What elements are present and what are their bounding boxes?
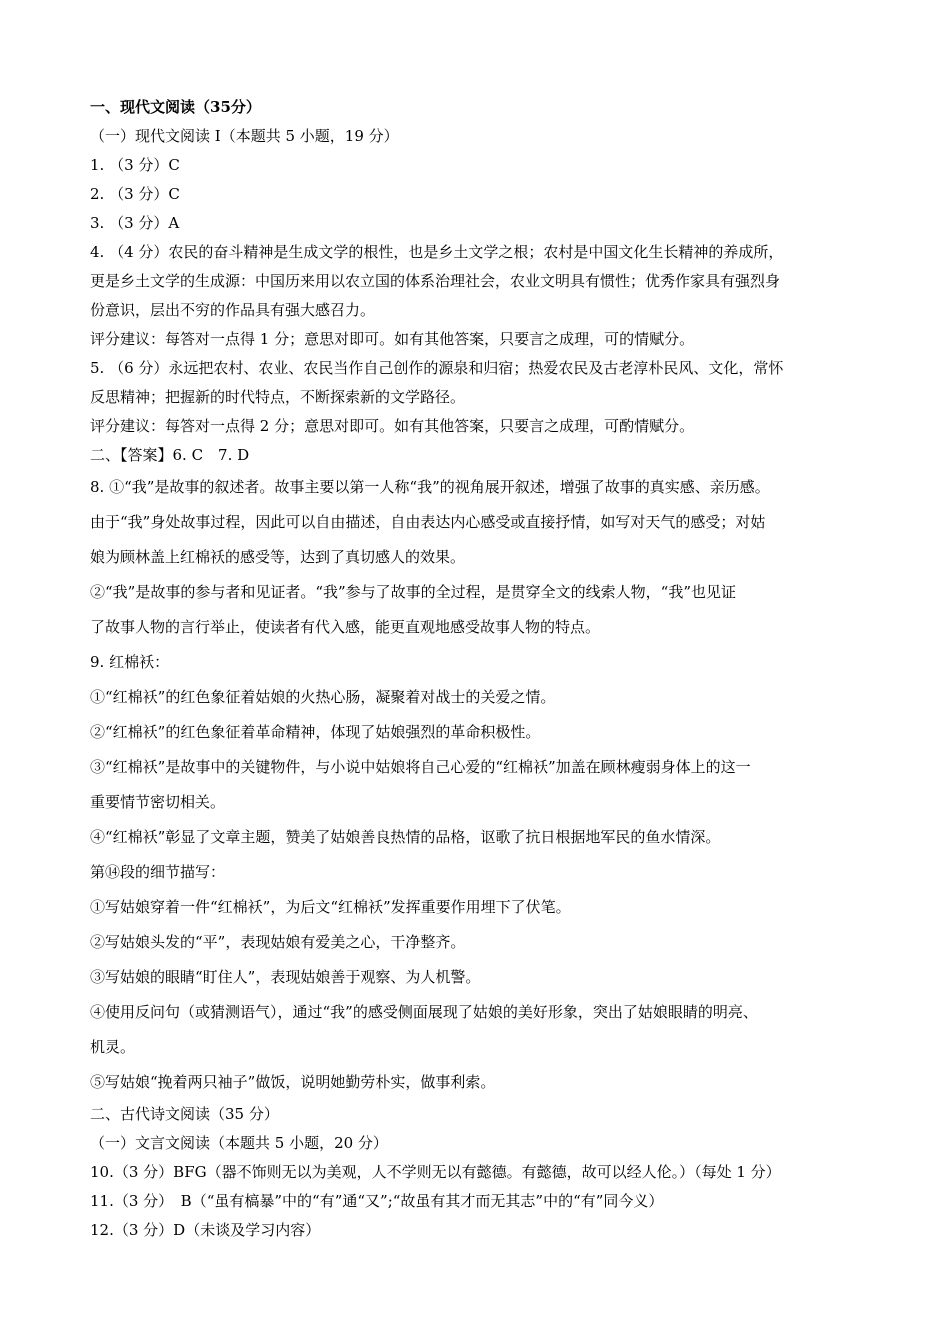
answer-line: ①写姑娘穿着一件“红棉袄”，为后文“红棉袄”发挥重要作用埋下了伏笔。	[90, 898, 571, 916]
answer-line: 由于“我”身处故事过程，因此可以自由描述，自由表达内心感受或直接抒情，如写对天气的感受；对姑	[90, 513, 766, 531]
answer-line: 二、【答案】6. C 7. D	[90, 446, 250, 464]
answer-line: 11.（3 分） B（“虽有槁暴”中的“有”通“又”;“故虽有其才而无其志”中的“有”同今义）	[90, 1192, 664, 1210]
subsection-heading: （一）文言文阅读（本题共 5 小题，20 分）	[90, 1134, 388, 1152]
answer-line: 3. （3 分）A	[90, 214, 180, 232]
answer-line: 第⑭段的细节描写：	[90, 863, 226, 881]
answer-line: 12.（3 分）D（未谈及学习内容）	[90, 1221, 321, 1239]
answer-line: 更是乡土文学的生成源：中国历来用以农立国的体系治理社会，农业文明具有惯性；优秀作家具有强烈身	[90, 272, 781, 290]
answer-line: ①“红棉袄”的红色象征着姑娘的火热心肠，凝聚着对战士的关爱之情。	[90, 688, 556, 706]
answer-line: 10.（3 分）BFG（器不饰则无以为美观，人不学则无以有懿德。有懿德，故可以经人伦。）（每处 1 分）	[90, 1163, 781, 1181]
answer-line: 份意识，层出不穷的作品具有强大感召力。	[90, 301, 376, 319]
subsection-heading: （一）现代文阅读 I（本题共 5 小题，19 分）	[90, 127, 399, 145]
scoring-note: 评分建议：每答对一点得 1 分；意思对即可。如有其他答案，只要言之成理，可的情赋分。	[90, 330, 695, 348]
section-heading: 一、现代文阅读（35分）	[90, 98, 261, 116]
answer-line: ②“我”是故事的参与者和见证者。“我”参与了故事的全过程，是贯穿全文的线索人物，“我”也见证	[90, 583, 737, 601]
document-page	[90, 93, 890, 1245]
answer-line: ②写姑娘头发的“平”，表现姑娘有爱美之心，干净整齐。	[90, 933, 466, 951]
answer-line: 2. （3 分）C	[90, 185, 180, 203]
answer-line: 4. （4 分）农民的奋斗精神是生成文学的根性，也是乡土文学之根；农村是中国文化生长精神的养成所，	[90, 243, 784, 261]
answer-line: ③“红棉袄”是故事中的关键物件，与小说中姑娘将自己心爱的“红棉袄”加盖在顾林瘦弱身体上的这一	[90, 758, 751, 776]
answer-line: ⑤写姑娘“挽着两只袖子”做饭，说明她勤劳朴实，做事利索。	[90, 1073, 496, 1091]
answer-line: ③写姑娘的眼睛“盯住人”，表现姑娘善于观察、为人机警。	[90, 968, 481, 986]
answer-line: ②“红棉袄”的红色象征着革命精神，体现了姑娘强烈的革命积极性。	[90, 723, 541, 741]
scoring-note: 评分建议：每答对一点得 2 分；意思对即可。如有其他答案，只要言之成理，可酌情赋分。	[90, 417, 695, 435]
answer-line: ④“红棉袄”彰显了文章主题，赞美了姑娘善良热情的品格，讴歌了抗日根据地军民的鱼水情深。	[90, 828, 721, 846]
answer-line: 8. ①“我”是故事的叙述者。故事主要以第一人称“我”的视角展开叙述，增强了故事的真实感、亲历感。	[90, 478, 770, 496]
answer-line: 了故事人物的言行举止，使读者有代入感，能更直观地感受故事人物的特点。	[90, 618, 601, 636]
answer-line: 1. （3 分）C	[90, 156, 180, 174]
answer-line: 9. 红棉袄：	[90, 653, 170, 671]
answer-line: 5. （6 分）永远把农村、农业、农民当作自己创作的源泉和归宿；热爱农民及古老淳朴民风、文化，常怀	[90, 359, 784, 377]
answer-line: ④使用反问句（或猜测语气），通过“我”的感受侧面展现了姑娘的美好形象，突出了姑娘眼睛的明亮、	[90, 1003, 758, 1021]
answer-line: 机灵。	[90, 1038, 136, 1056]
section-heading: 二、古代诗文阅读（35 分）	[90, 1105, 279, 1123]
answer-line: 娘为顾林盖上红棉袄的感受等，达到了真切感人的效果。	[90, 548, 466, 566]
answer-line: 重要情节密切相关。	[90, 793, 226, 811]
answer-line: 反思精神；把握新的时代特点，不断探索新的文学路径。	[90, 388, 466, 406]
